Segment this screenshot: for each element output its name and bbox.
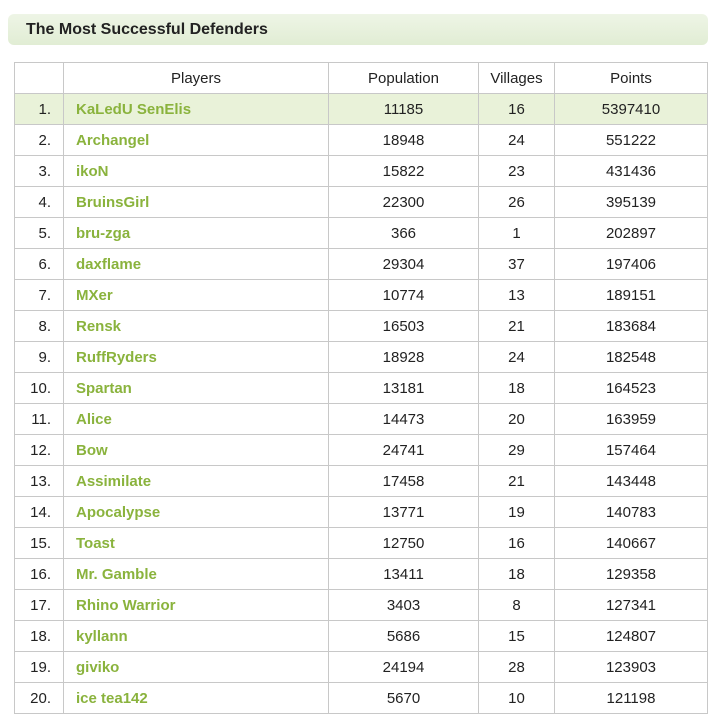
villages-cell: 10 <box>479 683 555 714</box>
table-row <box>15 249 708 280</box>
population-cell: 16503 <box>329 311 479 342</box>
points-cell: 140783 <box>555 497 708 528</box>
rank-cell: 5. <box>15 218 64 249</box>
points-cell: 127341 <box>555 590 708 621</box>
rank-cell: 20. <box>15 683 64 714</box>
points-cell: 202897 <box>555 218 708 249</box>
player-name-link[interactable]: BruinsGirl <box>64 187 329 218</box>
villages-cell: 29 <box>479 435 555 466</box>
villages-cell: 23 <box>479 156 555 187</box>
rank-cell: 14. <box>15 497 64 528</box>
player-name-link[interactable]: Apocalypse <box>64 497 329 528</box>
player-name-link[interactable]: Bow <box>64 435 329 466</box>
points-cell: 157464 <box>555 435 708 466</box>
population-cell: 5670 <box>329 683 479 714</box>
population-cell: 10774 <box>329 280 479 311</box>
rank-cell: 12. <box>15 435 64 466</box>
villages-cell: 16 <box>479 528 555 559</box>
population-cell: 18948 <box>329 125 479 156</box>
population-cell: 11185 <box>329 94 479 125</box>
player-name-link[interactable]: ikoN <box>64 156 329 187</box>
table-row <box>15 94 708 125</box>
rank-cell: 2. <box>15 125 64 156</box>
points-cell: 143448 <box>555 466 708 497</box>
villages-cell: 28 <box>479 652 555 683</box>
points-cell: 395139 <box>555 187 708 218</box>
column-header-rank <box>15 63 64 94</box>
table-row <box>15 373 708 404</box>
villages-cell: 19 <box>479 497 555 528</box>
population-cell: 13181 <box>329 373 479 404</box>
villages-cell: 24 <box>479 342 555 373</box>
points-cell: 164523 <box>555 373 708 404</box>
villages-cell: 21 <box>479 466 555 497</box>
population-cell: 15822 <box>329 156 479 187</box>
rank-cell: 11. <box>15 404 64 435</box>
population-cell: 24741 <box>329 435 479 466</box>
rank-cell: 8. <box>15 311 64 342</box>
population-cell: 12750 <box>329 528 479 559</box>
player-name-link[interactable]: bru-zga <box>64 218 329 249</box>
points-cell: 189151 <box>555 280 708 311</box>
points-cell: 182548 <box>555 342 708 373</box>
points-cell: 124807 <box>555 621 708 652</box>
villages-cell: 16 <box>479 94 555 125</box>
rank-cell: 3. <box>15 156 64 187</box>
table-row <box>15 156 708 187</box>
rank-cell: 1. <box>15 94 64 125</box>
population-cell: 29304 <box>329 249 479 280</box>
rank-cell: 15. <box>15 528 64 559</box>
rank-cell: 13. <box>15 466 64 497</box>
player-name-link[interactable]: daxflame <box>64 249 329 280</box>
population-cell: 5686 <box>329 621 479 652</box>
table-row <box>15 652 708 683</box>
rank-cell: 17. <box>15 590 64 621</box>
population-cell: 13411 <box>329 559 479 590</box>
player-name-link[interactable]: Assimilate <box>64 466 329 497</box>
table-row <box>15 311 708 342</box>
page-title: The Most Successful Defenders <box>8 14 708 45</box>
points-cell: 431436 <box>555 156 708 187</box>
rank-cell: 7. <box>15 280 64 311</box>
table-row <box>15 466 708 497</box>
table-row <box>15 683 708 714</box>
table-row <box>15 125 708 156</box>
player-name-link[interactable]: Rensk <box>64 311 329 342</box>
rank-cell: 9. <box>15 342 64 373</box>
villages-cell: 18 <box>479 559 555 590</box>
player-name-link[interactable]: Spartan <box>64 373 329 404</box>
rank-cell: 18. <box>15 621 64 652</box>
villages-cell: 1 <box>479 218 555 249</box>
player-name-link[interactable]: Rhino Warrior <box>64 590 329 621</box>
population-cell: 366 <box>329 218 479 249</box>
table-row <box>15 590 708 621</box>
rank-cell: 10. <box>15 373 64 404</box>
player-name-link[interactable]: Alice <box>64 404 329 435</box>
points-cell: 5397410 <box>555 94 708 125</box>
population-cell: 18928 <box>329 342 479 373</box>
player-name-link[interactable]: KaLedU SenElis <box>64 94 329 125</box>
rank-cell: 6. <box>15 249 64 280</box>
table-header-row <box>15 63 708 94</box>
points-cell: 123903 <box>555 652 708 683</box>
points-cell: 197406 <box>555 249 708 280</box>
table-row <box>15 218 708 249</box>
population-cell: 17458 <box>329 466 479 497</box>
villages-cell: 24 <box>479 125 555 156</box>
points-cell: 121198 <box>555 683 708 714</box>
villages-cell: 8 <box>479 590 555 621</box>
table-row <box>15 528 708 559</box>
villages-cell: 13 <box>479 280 555 311</box>
column-header-players: Players <box>64 63 329 94</box>
population-cell: 22300 <box>329 187 479 218</box>
column-header-villages: Villages <box>479 63 555 94</box>
table-row <box>15 621 708 652</box>
villages-cell: 15 <box>479 621 555 652</box>
table-row <box>15 342 708 373</box>
population-cell: 24194 <box>329 652 479 683</box>
points-cell: 140667 <box>555 528 708 559</box>
villages-cell: 37 <box>479 249 555 280</box>
column-header-points: Points <box>555 63 708 94</box>
player-name-link[interactable]: ice tea142 <box>64 683 329 714</box>
player-name-link[interactable]: giviko <box>64 652 329 683</box>
column-header-population: Population <box>329 63 479 94</box>
villages-cell: 20 <box>479 404 555 435</box>
table-row <box>15 559 708 590</box>
villages-cell: 26 <box>479 187 555 218</box>
population-cell: 13771 <box>329 497 479 528</box>
player-name-link[interactable]: kyllann <box>64 621 329 652</box>
table-row <box>15 187 708 218</box>
points-cell: 551222 <box>555 125 708 156</box>
points-cell: 183684 <box>555 311 708 342</box>
table-row <box>15 280 708 311</box>
rank-cell: 4. <box>15 187 64 218</box>
rank-cell: 19. <box>15 652 64 683</box>
player-name-link[interactable]: Toast <box>64 528 329 559</box>
table-row <box>15 497 708 528</box>
player-name-link[interactable]: RuffRyders <box>64 342 329 373</box>
player-name-link[interactable]: MXer <box>64 280 329 311</box>
points-cell: 129358 <box>555 559 708 590</box>
population-cell: 3403 <box>329 590 479 621</box>
player-name-link[interactable]: Mr. Gamble <box>64 559 329 590</box>
population-cell: 14473 <box>329 404 479 435</box>
villages-cell: 21 <box>479 311 555 342</box>
rank-cell: 16. <box>15 559 64 590</box>
player-name-link[interactable]: Archangel <box>64 125 329 156</box>
villages-cell: 18 <box>479 373 555 404</box>
points-cell: 163959 <box>555 404 708 435</box>
table-row <box>15 404 708 435</box>
defenders-table <box>14 62 708 714</box>
table-row <box>15 435 708 466</box>
